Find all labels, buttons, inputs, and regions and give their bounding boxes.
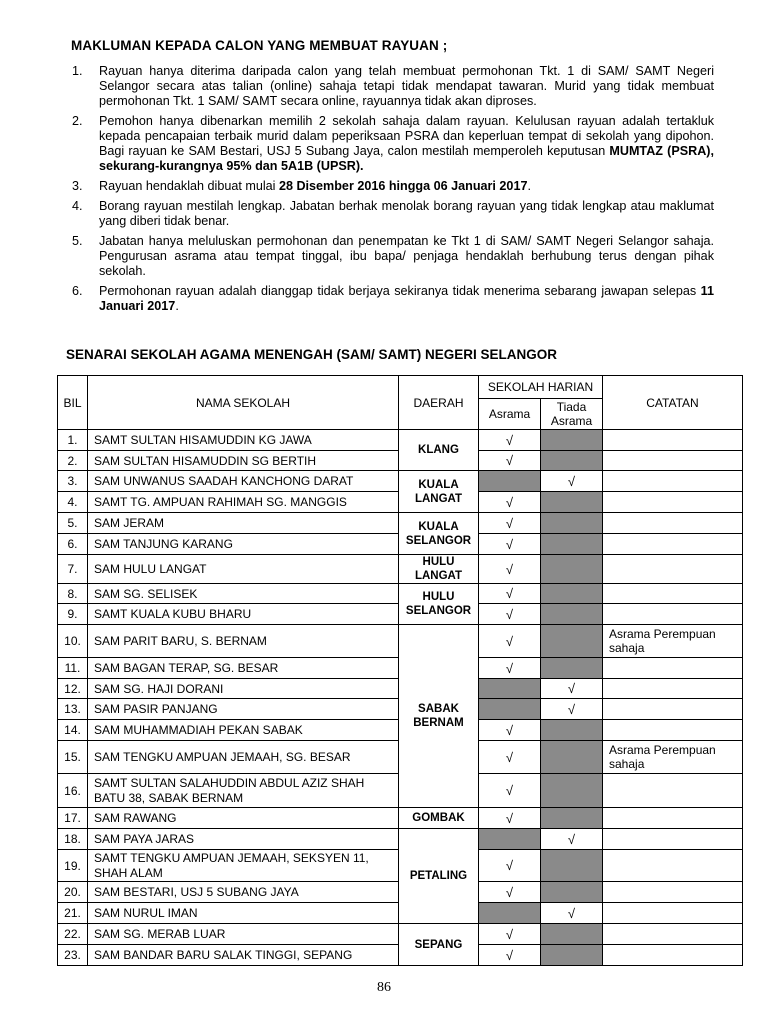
row-catatan [603, 555, 743, 584]
row-nama-sekolah: SAM UNWANUS SAADAH KANCHONG DARAT [88, 471, 399, 492]
row-nama-sekolah: SAM NURUL IMAN [88, 903, 399, 924]
row-bil: 21. [58, 903, 88, 924]
header-tiada-asrama: Tiada Asrama [541, 399, 603, 430]
row-daerah: KUALA LANGAT [399, 471, 479, 513]
row-daerah: SEPANG [399, 924, 479, 966]
notice-list [68, 64, 714, 319]
asrama-check-cell: √ [479, 584, 541, 604]
row-bil: 5. [58, 513, 88, 534]
notice-item [68, 64, 714, 109]
row-bil: 14. [58, 720, 88, 741]
row-nama-sekolah: SAM BESTARI, USJ 5 SUBANG JAYA [88, 882, 399, 903]
header-sekolah-harian: SEKOLAH HARIAN [479, 376, 603, 399]
header-catatan: CATATAN [603, 376, 743, 430]
row-bil: 2. [58, 451, 88, 471]
notice-item-number: 2. [72, 114, 83, 128]
row-bil: 1. [58, 430, 88, 451]
row-catatan [603, 774, 743, 808]
tiada-asrama-check-cell [541, 720, 603, 741]
notice-item [68, 234, 714, 279]
notice-item-number: 5. [72, 234, 83, 248]
row-catatan [603, 492, 743, 513]
tiada-asrama-check-cell [541, 882, 603, 903]
notice-item-text: Permohonan rayuan adalah dianggap tidak berjaya sekiranya tidak menerima sebarang jawapan selepas [99, 284, 701, 298]
tiada-asrama-check-cell [541, 513, 603, 534]
asrama-check-cell: √ [479, 945, 541, 966]
header-daerah: DAERAH [399, 376, 479, 430]
row-daerah: SABAK BERNAM [399, 625, 479, 808]
asrama-check-cell: √ [479, 808, 541, 829]
table-row [58, 471, 743, 492]
row-nama-sekolah: SAM SULTAN HISAMUDDIN SG BERTIH [88, 451, 399, 471]
school-table [57, 375, 743, 966]
row-catatan [603, 513, 743, 534]
row-daerah: GOMBAK [399, 808, 479, 829]
asrama-check-cell: √ [479, 924, 541, 945]
notice-item-text: Jabatan hanya meluluskan permohonan dan penempatan ke Tkt 1 di SAM/ SAMT Negeri Selangor sahaja. Pengurusan asrama atau tempat tinggal, ibu bapa/ penjaga hendaklah berhubung terus dengan pihak sekolah. [99, 234, 714, 278]
tiada-asrama-check-cell: √ [541, 829, 603, 850]
asrama-check-cell [479, 903, 541, 924]
asrama-check-cell [479, 471, 541, 492]
table-row [58, 625, 743, 658]
notice-item-number: 4. [72, 199, 83, 213]
row-catatan [603, 604, 743, 625]
tiada-asrama-check-cell [541, 584, 603, 604]
row-bil: 3. [58, 471, 88, 492]
row-catatan [603, 945, 743, 966]
row-bil: 4. [58, 492, 88, 513]
row-daerah: PETALING [399, 829, 479, 924]
row-nama-sekolah: SAMT TG. AMPUAN RAHIMAH SG. MANGGIS [88, 492, 399, 513]
notice-item-number: 6. [72, 284, 83, 298]
row-nama-sekolah: SAM TANJUNG KARANG [88, 534, 399, 555]
notice-item [68, 179, 714, 194]
notice-item [68, 114, 714, 174]
table-row [58, 430, 743, 451]
notice-item-text: Borang rayuan mestilah lengkap. Jabatan berhak menolak borang rayuan yang tidak lengkap atau maklumat yang diberi tidak benar. [99, 199, 714, 228]
asrama-check-cell: √ [479, 774, 541, 808]
asrama-check-cell: √ [479, 430, 541, 451]
notice-item-bold-text: 11 Januari 2017 [99, 284, 714, 313]
tiada-asrama-check-cell [541, 924, 603, 945]
row-catatan [603, 699, 743, 720]
asrama-check-cell: √ [479, 604, 541, 625]
table-row [58, 513, 743, 534]
row-nama-sekolah: SAMT SULTAN HISAMUDDIN KG JAWA [88, 430, 399, 451]
row-catatan [603, 451, 743, 471]
header-asrama: Asrama [479, 399, 541, 430]
asrama-check-cell: √ [479, 513, 541, 534]
header-bil: BIL [58, 376, 88, 430]
row-catatan: Asrama Perempuan sahaja [603, 625, 743, 658]
asrama-check-cell: √ [479, 451, 541, 471]
row-bil: 17. [58, 808, 88, 829]
row-nama-sekolah: SAM PAYA JARAS [88, 829, 399, 850]
asrama-check-cell [479, 699, 541, 720]
notice-item-number: 3. [72, 179, 83, 193]
school-list-title: SENARAI SEKOLAH AGAMA MENENGAH (SAM/ SAMT) NEGERI SELANGOR [66, 347, 558, 362]
row-catatan [603, 720, 743, 741]
tiada-asrama-check-cell [541, 555, 603, 584]
row-nama-sekolah: SAM SG. HAJI DORANI [88, 679, 399, 699]
notice-item-text: Rayuan hanya diterima daripada calon yang telah membuat permohonan Tkt. 1 di SAM/ SAMT Negeri Selangor secara atas talian (online) sahaja tetapi tidak mendapat tawaran. Murid yang tidak membuat permohonan Tkt. 1 SAM/ SAMT secara online, rayuannya tidak akan diproses. [99, 64, 714, 108]
table-row [58, 584, 743, 604]
asrama-check-cell: √ [479, 882, 541, 903]
tiada-asrama-check-cell [541, 808, 603, 829]
row-catatan [603, 584, 743, 604]
tiada-asrama-check-cell [541, 850, 603, 882]
row-catatan [603, 430, 743, 451]
row-daerah: HULU LANGAT [399, 555, 479, 584]
tiada-asrama-check-cell: √ [541, 903, 603, 924]
notice-item [68, 284, 714, 314]
notice-title: MAKLUMAN KEPADA CALON YANG MEMBUAT RAYUAN ; [71, 38, 448, 53]
row-nama-sekolah: SAM BAGAN TERAP, SG. BESAR [88, 658, 399, 679]
asrama-check-cell: √ [479, 850, 541, 882]
asrama-check-cell: √ [479, 555, 541, 584]
row-bil: 18. [58, 829, 88, 850]
row-bil: 16. [58, 774, 88, 808]
row-nama-sekolah: SAM BANDAR BARU SALAK TINGGI, SEPANG [88, 945, 399, 966]
header-nama-sekolah: NAMA SEKOLAH [88, 376, 399, 430]
row-daerah: HULU SELANGOR [399, 584, 479, 625]
row-catatan [603, 808, 743, 829]
row-bil: 13. [58, 699, 88, 720]
row-nama-sekolah: SAM PARIT BARU, S. BERNAM [88, 625, 399, 658]
row-nama-sekolah: SAM RAWANG [88, 808, 399, 829]
row-bil: 8. [58, 584, 88, 604]
tiada-asrama-check-cell [541, 534, 603, 555]
asrama-check-cell: √ [479, 741, 541, 774]
table-row [58, 924, 743, 945]
row-catatan [603, 534, 743, 555]
row-bil: 10. [58, 625, 88, 658]
tiada-asrama-check-cell: √ [541, 699, 603, 720]
tiada-asrama-check-cell [541, 774, 603, 808]
row-catatan [603, 850, 743, 882]
row-nama-sekolah: SAM SG. SELISEK [88, 584, 399, 604]
row-catatan [603, 658, 743, 679]
row-bil: 19. [58, 850, 88, 882]
table-row [58, 808, 743, 829]
row-daerah: KUALA SELANGOR [399, 513, 479, 555]
row-nama-sekolah: SAM MUHAMMADIAH PEKAN SABAK [88, 720, 399, 741]
row-nama-sekolah: SAM TENGKU AMPUAN JEMAAH, SG. BESAR [88, 741, 399, 774]
asrama-check-cell: √ [479, 720, 541, 741]
row-catatan [603, 924, 743, 945]
tiada-asrama-check-cell: √ [541, 471, 603, 492]
row-bil: 22. [58, 924, 88, 945]
asrama-check-cell [479, 679, 541, 699]
row-bil: 15. [58, 741, 88, 774]
tiada-asrama-check-cell [541, 625, 603, 658]
asrama-check-cell: √ [479, 534, 541, 555]
asrama-check-cell: √ [479, 492, 541, 513]
row-nama-sekolah: SAMT SULTAN SALAHUDDIN ABDUL AZIZ SHAH BATU 38, SABAK BERNAM [88, 774, 399, 808]
notice-item-bold-text: MUMTAZ (PSRA), sekurang-kurangnya 95% dan 5A1B (UPSR). [99, 144, 715, 173]
tiada-asrama-check-cell [541, 741, 603, 774]
notice-item [68, 199, 714, 229]
tiada-asrama-check-cell [541, 604, 603, 625]
row-bil: 12. [58, 679, 88, 699]
notice-item-number: 1. [72, 64, 83, 78]
row-nama-sekolah: SAM HULU LANGAT [88, 555, 399, 584]
asrama-check-cell: √ [479, 658, 541, 679]
notice-item-bold-text: 28 Disember 2016 hingga 06 Januari 2017 [278, 179, 528, 193]
tiada-asrama-check-cell [541, 492, 603, 513]
row-bil: 9. [58, 604, 88, 625]
tiada-asrama-check-cell [541, 945, 603, 966]
tiada-asrama-check-cell [541, 451, 603, 471]
table-row [58, 555, 743, 584]
notice-item-text: . [527, 179, 531, 193]
row-daerah: KLANG [399, 430, 479, 471]
row-nama-sekolah: SAM SG. MERAB LUAR [88, 924, 399, 945]
notice-item-text: Rayuan hendaklah dibuat mulai [99, 179, 279, 193]
school-table-body [58, 430, 743, 966]
notice-item-text: Pemohon hanya dibenarkan memilih 2 sekolah sahaja dalam rayuan. Kelulusan rayuan adalah tertakluk kepada pencapaian terbaik murid dalam peperiksaan PSRA dan keperluan tempat di sekolah yang dipohon. Bagi rayuan ke SAM Bestari, USJ 5 Subang Jaya, calon mestilah memperoleh keputusan [99, 114, 714, 158]
row-nama-sekolah: SAMT KUALA KUBU BHARU [88, 604, 399, 625]
row-bil: 6. [58, 534, 88, 555]
row-bil: 7. [58, 555, 88, 584]
row-bil: 23. [58, 945, 88, 966]
notice-item-text: . [175, 299, 179, 313]
asrama-check-cell [479, 829, 541, 850]
tiada-asrama-check-cell [541, 430, 603, 451]
row-catatan [603, 829, 743, 850]
asrama-check-cell: √ [479, 625, 541, 658]
row-catatan [603, 903, 743, 924]
page-number: 86 [377, 980, 391, 995]
tiada-asrama-check-cell: √ [541, 679, 603, 699]
row-nama-sekolah: SAMT TENGKU AMPUAN JEMAAH, SEKSYEN 11, SHAH ALAM [88, 850, 399, 882]
row-catatan [603, 679, 743, 699]
row-catatan [603, 471, 743, 492]
row-bil: 20. [58, 882, 88, 903]
row-nama-sekolah: SAM JERAM [88, 513, 399, 534]
table-row [58, 829, 743, 850]
tiada-asrama-check-cell [541, 658, 603, 679]
row-bil: 11. [58, 658, 88, 679]
row-catatan: Asrama Perempuan sahaja [603, 741, 743, 774]
row-nama-sekolah: SAM PASIR PANJANG [88, 699, 399, 720]
row-catatan [603, 882, 743, 903]
